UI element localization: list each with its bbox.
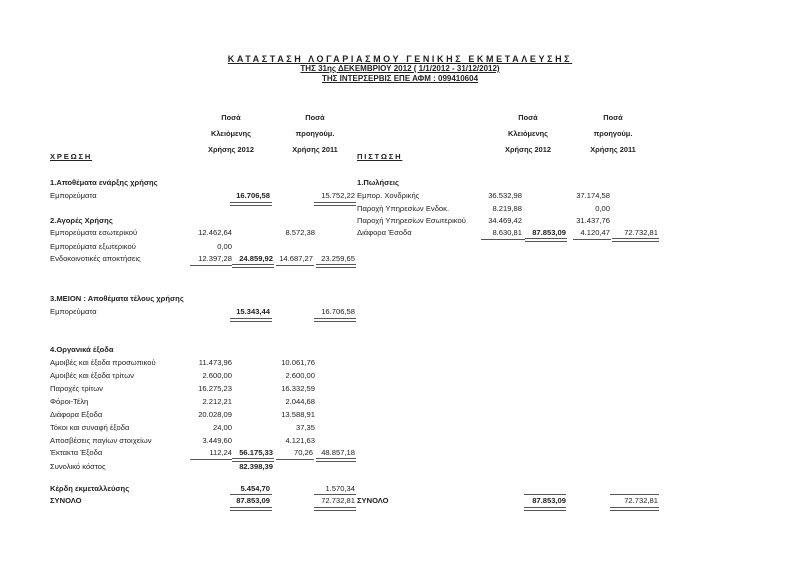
- sales-row-2011: 0,00: [595, 204, 610, 213]
- sales-row-label: Παροχή Υπηρεσίων Ενδοκ.: [357, 204, 450, 213]
- expense-row-2012: 2.600,00: [202, 371, 232, 380]
- expense-row-label: Αμοιβές και έξοδα προσωπικού: [50, 358, 156, 367]
- double-rule: [314, 507, 356, 511]
- operating-profit-2011: 1.570,34: [325, 484, 355, 493]
- column-header-line: Ποσά: [518, 113, 538, 122]
- double-rule: [316, 458, 356, 462]
- opening-stock-title: 1.Αποθέματα ενάρξης χρήσης: [50, 178, 158, 187]
- double-rule: [230, 318, 272, 322]
- double-rule: [525, 238, 567, 242]
- expense-row-label: Παροχές τρίτων: [50, 384, 103, 393]
- column-header-line: Κλειόμενης: [210, 129, 252, 138]
- credit-total-label: ΣΥΝΟΛΟ: [357, 496, 389, 505]
- credit-heading: ΠΙΣΤΩΣΗ: [357, 152, 403, 161]
- total-cost-2012: 82.398,39: [239, 462, 273, 471]
- operating-profit-label: Κέρδη εκμεταλλεύσης: [50, 484, 130, 493]
- expense-row-2012: 20.028,09: [198, 410, 232, 419]
- column-header-line: Χρήσης 2011: [292, 145, 338, 154]
- expense-row-2012: 24,00: [212, 423, 232, 432]
- sales-row-2012: 8.219,88: [492, 204, 522, 213]
- credit-total-2011: 72.732,81: [624, 496, 658, 505]
- column-header-line: Χρήσης 2012: [505, 145, 551, 154]
- double-rule: [316, 264, 356, 268]
- purchases-total-2012: 24.859,92: [239, 254, 273, 263]
- closing-stock-title: 3.ΜΕΙΟΝ : Αποθέματα τέλους χρήσης: [50, 294, 184, 303]
- expense-row-label: Διάφορα Εξοδα: [50, 410, 103, 419]
- purchases-row-2011: 8.572,38: [285, 228, 315, 237]
- expense-row-2012: 2.212,21: [202, 397, 232, 406]
- debit-total-2012: 87.853,09: [236, 496, 270, 505]
- rule: [524, 494, 566, 495]
- expense-row-2011: 4.121,63: [285, 436, 315, 445]
- expense-row-label: Έκτακτα Έξοδα: [50, 448, 103, 457]
- expense-row-2012: 11.473,96: [198, 358, 232, 367]
- rule: [610, 494, 659, 495]
- expense-row-label: Φόροι-Τέλη: [50, 397, 89, 406]
- expense-row-2011: 2.044,68: [285, 397, 315, 406]
- rule: [276, 265, 314, 266]
- column-header-current-2012-credit: [488, 110, 568, 158]
- double-rule: [230, 507, 272, 511]
- purchases-row-label: Εμπορεύματα εσωτερικού: [50, 228, 138, 237]
- expense-row-2011: 37,35: [295, 423, 315, 432]
- sales-row-2012: 8.630,81: [492, 228, 522, 237]
- sales-row-label: Παροχή Υπηρεσίων Εσωτερικού: [357, 216, 466, 225]
- rule: [481, 239, 525, 240]
- debit-total-2011: 72.732,81: [321, 496, 355, 505]
- sales-row-2012: 36.532,98: [488, 191, 522, 200]
- double-rule: [610, 507, 659, 511]
- expense-row-2012: 3.449,60: [202, 436, 232, 445]
- sales-title: 1.Πωλήσεις: [357, 178, 399, 187]
- expense-row-2011: 2.600,00: [285, 371, 315, 380]
- sales-row-label: Εμπορ. Χονδρικής: [357, 191, 420, 200]
- purchases-row-label: Εμπορεύματα εξωτερικού: [50, 242, 136, 251]
- column-header-line: προηγούμ.: [593, 129, 633, 138]
- purchases-row-2012: 12.462,64: [198, 228, 232, 237]
- debit-total-label: ΣΥΝΟΛΟ: [50, 496, 82, 505]
- column-header-previous-2011-credit: [573, 110, 653, 158]
- purchases-title: 2.Αγορές Χρήσης: [50, 216, 113, 225]
- expense-row-2011: 13.588,91: [281, 410, 315, 419]
- closing-stock-2012: 15.343,44: [236, 307, 270, 316]
- expense-row-2011: 70,26: [293, 448, 313, 457]
- column-header-line: Ποσά: [603, 113, 623, 122]
- rule: [314, 494, 356, 495]
- double-rule: [612, 238, 659, 242]
- expense-row-2011: 10.061,76: [281, 358, 315, 367]
- sales-row-2011: 31.437,76: [576, 216, 610, 225]
- operating-expenses-total-2012: 56.175,33: [239, 448, 273, 457]
- operating-expenses-total-2011: 48.857,18: [321, 448, 355, 457]
- purchases-row-label: Ενδοκοινοτικές αποκτήσεις: [50, 254, 141, 263]
- sales-row-2012: 34.469,42: [488, 216, 522, 225]
- sales-row-label: Διάφορα Έσοδα: [357, 228, 412, 237]
- statement-title: ΚΑΤΑΣΤΑΣΗ ΛΟΓΑΡΙΑΣΜΟΥ ΓΕΝΙΚΗΣ ΕΚΜΕΤΑΛΕΥΣΗΣ: [227, 54, 573, 64]
- column-header-line: προηγούμ.: [295, 129, 335, 138]
- total-cost-label: Συνολικό κόστος: [50, 462, 106, 471]
- statement-period: ΤΗΣ 31ης ΔΕΚΕΜΒΡΙΟΥ 2012 ( 1/1/2012 - 31/12/2012): [300, 64, 500, 73]
- double-rule: [314, 318, 356, 322]
- rule: [573, 239, 611, 240]
- operating-profit-2012: 5.454,70: [240, 484, 270, 493]
- rule: [230, 494, 272, 495]
- closing-stock-2011: 16.706,58: [321, 307, 355, 316]
- expense-row-label: Αποσβέσεις παγίων στοιχείων: [50, 436, 152, 445]
- rule: [190, 265, 232, 266]
- column-header-line: Χρήσης 2012: [208, 145, 254, 154]
- column-header-current-2012: [191, 110, 271, 158]
- sales-row-2011: 4.120,47: [580, 228, 610, 237]
- double-rule: [232, 264, 274, 268]
- rule: [276, 459, 314, 460]
- debit-heading: ΧΡΕΩΣΗ: [50, 152, 93, 161]
- double-rule: [314, 202, 356, 206]
- expense-row-label: Τόκοι και συναφή έξοδα: [50, 423, 130, 432]
- double-rule: [230, 202, 272, 206]
- expense-row-label: Αμοιβές και έξοδα τρίτων: [50, 371, 134, 380]
- opening-stock-2012: 16.706,58: [236, 191, 270, 200]
- opening-stock-label: Εμπορεύματα: [50, 191, 97, 200]
- operating-expenses-title: 4.Οργανικά έξοδα: [50, 345, 114, 354]
- expense-row-2012: 112,24: [209, 448, 232, 457]
- credit-total-2012: 87.853,09: [532, 496, 566, 505]
- sales-total-2012: 87.853,09: [532, 228, 566, 237]
- rule: [190, 459, 232, 460]
- company-info: ΤΗΣ ΙΝΤΕΡΣΕΡΒΙΣ ΕΠΕ ΑΦΜ : 099410604: [321, 74, 479, 83]
- purchases-row-2012: 0,00: [217, 242, 232, 251]
- column-header-line: Κλειόμενης: [507, 129, 549, 138]
- expense-row-2012: 16.275,23: [198, 384, 232, 393]
- purchases-total-2011: 23.259,65: [321, 254, 355, 263]
- expense-row-2011: 16.332,59: [281, 384, 315, 393]
- double-rule: [524, 507, 566, 511]
- column-header-line: Ποσά: [221, 113, 241, 122]
- closing-stock-label: Εμπορεύματα: [50, 307, 97, 316]
- sales-total-2011: 72.732,81: [624, 228, 658, 237]
- column-header-line: Χρήσης 2011: [590, 145, 636, 154]
- column-header-previous-2011: [275, 110, 355, 158]
- purchases-row-2012: 12.397,28: [198, 254, 232, 263]
- opening-stock-2011: 15.752,22: [321, 191, 355, 200]
- column-header-line: Ποσά: [305, 113, 325, 122]
- purchases-row-2011: 14.687,27: [279, 254, 313, 263]
- sales-row-2011: 37.174,58: [576, 191, 610, 200]
